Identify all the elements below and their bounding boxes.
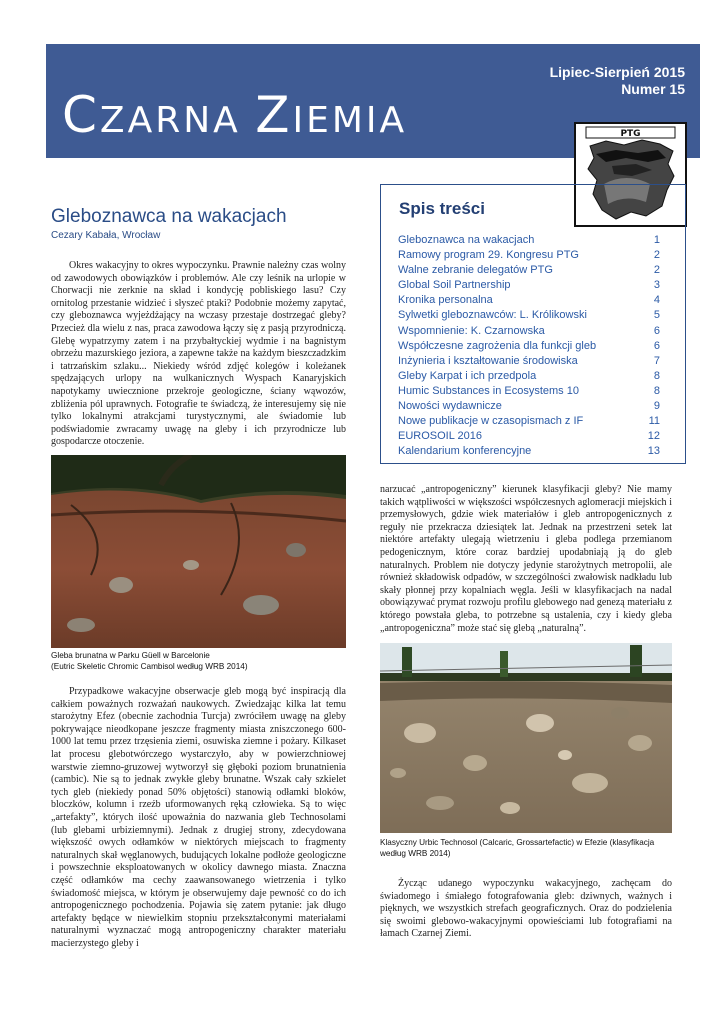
toc-item[interactable]: Global Soil Partnership 3 [398, 279, 660, 292]
toc-item[interactable]: Nowości wydawnicze 9 [398, 400, 660, 413]
article-intro [51, 260, 346, 449]
caption-line: Gleba brunatna w Parku Güell w Barcelonie [51, 651, 210, 660]
toc-item[interactable]: Kalendarium konferencyjne 13 [398, 445, 660, 458]
paragraph: narzucać „antropogeniczny” kierunek klasyfikacji gleby? Nie mamy takich wątpliwości w większości współczesnych aglomeracji miejskich i przemysłowych, gdzie wiek materiałów i gleb antropogenicznych z reguły nie przekracza dziesiątek lat. Jednak na przestrzeni setek lat niektóre artefakty ulegają wietrzeniu i gleba podlega przemianom pedogenicznym, które coraz bardziej upodabniają ją do gleb naturalnych. Problem nie dotyczy jedynie starożytnych metropolii, ale również składowisk odpadów, w szczególności zwałowisk nadkładu lub skały płonnej przy kopalniach węgla. Jeśli w klasyfikacjach na nadal obowiązywać prymat rozwoju profilu glebowego nad genezą materiału z którego powstała gleba, to potrzebne są ustalenia, czy i kiedy gleba „antropogeniczna” może stać się glebą „naturalną”. [380, 484, 672, 634]
caption-line: według WRB 2014) [380, 848, 451, 858]
article-closing [380, 878, 672, 941]
photo-caption-barcelona [51, 651, 346, 672]
article-body-right [380, 484, 672, 635]
toc-item[interactable]: Ramowy program 29. Kongresu PTG 2 [398, 249, 660, 262]
toc-item[interactable]: Kronika personalna 4 [398, 294, 660, 307]
toc-item[interactable]: EUROSOIL 2016 12 [398, 430, 660, 443]
article-title: Gleboznawca na wakacjach [51, 206, 287, 227]
photo-caption-ephesus [380, 838, 672, 859]
paragraph: Życząc udanego wypoczynku wakacyjnego, zachęcam do świadomego i śmiałego fotografowania gleb: dziwnych, ważnych i pięknych, we wszystkich strefach geograficznych. Oraz do podzielenia się swoimi glebowo-wakacyjnymi opowieściami lub fotografiami na łamach Czarnej Ziemi. [380, 878, 672, 940]
paragraph: Przypadkowe wakacyjne obserwacje gleb mogą być inspiracją dla całkiem poważnych rozważań naukowych. Zwiedzając kilka lat temu starożytny Efez (obecnie zachodnia Turcja) zwróciłem uwagę na gleby pokrywające nieodkopane jeszcze fragmenty miasta zniszczonego 600-1000 lat temu przez trzęsienia ziemi, osuwiska ziemne i pożary. Kilkaset lat procesu glebotwórczego wystarczyło, aby w powierzchniowej warstwie ziemno-gruzowej wytworzył się głęboki poziom brunatnienia (cambic). Nie są to jednak zwykłe gleby brunatne. Wszak cały szkielet tych gleb (niekiedy ponad 50% objętości) stanowią odłamki bloków, bloczków, kolumn i rzeźb uformowanych ręką człowieka. Są to więc „artefakty”, których ilość upoważnia do nazwania gleb Technosolami (lub glebami urbiziemnymi). Jednak z drugiej strony, zdecydowana większość owych odłamków w niektórych miejscach to fragmenty naturalnych skał węglanowych, budujących lokalne podłoże geologiczne i powszechnie eksploatowanych w okolicy dawnego miasta. Znaczna część odłamków ma cechy zaawansowanego wietrzenia i tylko świadomość miejsca, w którym je obserwujemy daje pewność co do ich antropogenicznego pochodzenia. Pojawia się zatem pytanie: jak długo artefakty będące w niewielkim stopniu przekształconymi materiałami naturalnymi wyznaczać mogą antropogeniczny charakter materiału macierzystego gleby i [51, 686, 346, 949]
toc-item[interactable]: Nowe publikacje w czasopismach z IF 11 [398, 415, 660, 428]
soil-photo-barcelona [51, 455, 346, 648]
caption-line: Klasyczny Urbic Technosol (Calcaric, Grossartefactic) w Efezie (klasyfikacja [380, 838, 655, 847]
issue-info [550, 64, 685, 98]
toc-item[interactable]: Gleby Karpat i ich przedpola 8 [398, 369, 660, 382]
article-author: Cezary Kabała, Wrocław [51, 230, 161, 241]
soil-photo-ephesus [380, 643, 672, 833]
toc-title: Spis treści [399, 199, 485, 218]
paragraph: Okres wakacyjny to okres wypoczynku. Prawnie należny czas wolny od zawodowych obowiązków i problemów. Ale czy leśnik na urlopie w Chorwacji nie zerknie na skład i kondycję pobliskiego lasu? Czy ornitolog przestanie widzieć i słyszeć ptaki? Podobnie możemy zapytać, czy gleboznawca wyjeżdżający na wczasy przestaje dostrzegać gleby? Przecież dla wielu z nas, praca zawodowa łączy się z pasją przyrodniczą. Glebę wypatrzymy zatem i na przybałtyckiej wydmie i na bagnistym obrzeżu mazurskiego jeziora, a zapewne także na każdym bieszczadzkim i tatrzańskim szlaku... Niekiedy wśród zdjęć kolegów i koleżanek spędzających urlopy na wulkanicznych Wyspach Kanaryjskich napotykamy uwiecznione przekroje geologiczne, ściany wąwozów, zbliżenia pól uprawnych. Fotografie te świadczą, że interesujemy się nie tylko lokalnymi atrakcjami turystycznymi, ale świadomie lub podświadomie zwracamy uwagę na gleby i ich przyrodnicze lub gospodarcze otoczenie. [51, 260, 346, 448]
logo-text: PTG [620, 129, 641, 139]
issue-number: Numer 15 [621, 81, 685, 97]
article-body-left [51, 686, 346, 950]
toc-item[interactable]: Humic Substances in Ecosystems 10 8 [398, 384, 660, 397]
issue-date: Lipiec-Sierpień 2015 [549, 64, 685, 80]
toc-item[interactable]: Walne zebranie delegatów PTG 2 [398, 264, 660, 277]
toc-item[interactable]: Inżynieria i kształtowanie środowiska 7 [398, 354, 660, 367]
newsletter-title: CZARNA ZIEMIA [62, 86, 408, 144]
table-of-contents [380, 184, 686, 464]
toc-item[interactable]: Sylwetki gleboznawców: L. Królikowski 5 [398, 309, 660, 322]
caption-line: (Eutric Skeletic Chromic Cambisol według WRB 2014) [51, 661, 248, 671]
toc-item[interactable]: Wspomnienie: K. Czarnowska 6 [398, 324, 660, 337]
toc-item[interactable]: Współczesne zagrożenia dla funkcji gleb 6 [398, 339, 660, 352]
toc-item[interactable]: Gleboznawca na wakacjach 1 [398, 234, 660, 246]
toc-list [398, 233, 660, 459]
